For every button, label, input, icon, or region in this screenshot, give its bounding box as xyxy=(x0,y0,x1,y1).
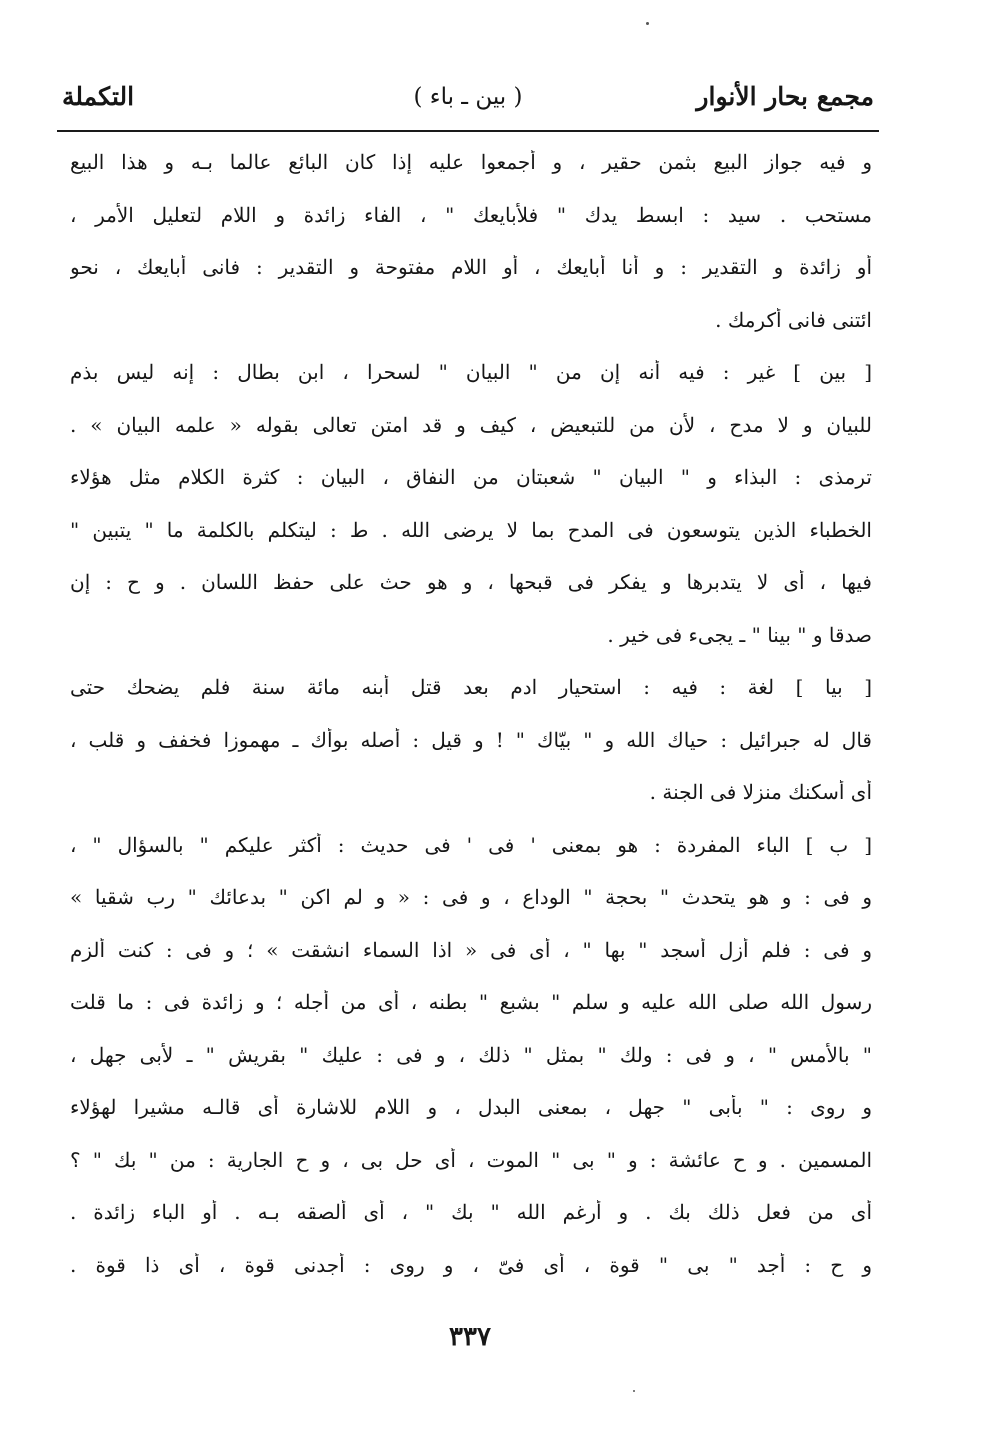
supplement-label: التكملة xyxy=(62,82,135,111)
text-line: " بالأمس " ، و فى : ولك " بمثل " ذلك ، و فى : عليك " بقريش " ـ لأبى جهل ، xyxy=(70,1042,872,1067)
scan-speck xyxy=(646,22,649,25)
entry-line: [ بين ] غير : فيه أنه إن من " البيان " لسحرا ، ابن بطال : إنه ليس بذم xyxy=(70,360,872,384)
header-rule xyxy=(57,130,879,132)
text-line: المسمين . و ح عائشة : و " بى " الموت ، أى حل بى ، و ح الجارية : من " بك " ؟ xyxy=(70,1147,872,1172)
text-line: و ح : أجد " بى " قوة ، أى فىّ ، و روى : أجدنى قوة ، أى ذا قوة . xyxy=(70,1252,872,1277)
text-line: رسول الله صلى الله عليه و سلم " بشبع " بطنه ، أى من أجله ؛ و زائدة فى : ما قلت xyxy=(70,990,872,1014)
text-line: و فى : و هو يتحدث " بحجة " الوداع ، و فى : « و لم اكن " بدعائك " رب شقيا » xyxy=(70,885,872,909)
text-line: مستحب . سيد : ابسط يدك " فلأبايعك " ، الفاء زائدة و اللام لتعليل الأمر ، xyxy=(70,202,872,227)
text-line: و روى : " بأبى " جهل ، بمعنى البدل ، و اللام للاشارة أى قالـه مشيرا لهؤلاء xyxy=(70,1095,872,1119)
scan-speck xyxy=(633,1390,635,1392)
text-line: صدقا و " بينا " ـ يجىء فى خير . xyxy=(607,622,872,647)
text-line: أو زائدة و التقدير : و أنا أبايعك ، أو اللام مفتوحة و التقدير : فانى أبايعك ، نحو xyxy=(70,255,872,279)
entry-line: [ ب ] الباء المفردة : هو بمعنى ' فى ' فى حديث : أكثر عليكم " بالسؤال " ، xyxy=(70,832,872,857)
text-line: و فيه جواز البيع بثمن حقير ، و أجمعوا عليه إذا كان البائع عالما بـه و هذا البيع xyxy=(70,150,872,174)
page-number: ٣٣٧ xyxy=(449,1322,491,1352)
text-line: للبيان و لا مدح ، لأن من للتبعيض ، كيف و قد امتن تعالى بقوله « علمه البيان » . xyxy=(70,412,872,437)
text-line: أى من فعل ذلك بك . و أرغم الله " بك " ، أى ألصقه بـه . أو الباء زائدة . xyxy=(70,1200,872,1224)
entry-line: [ بيا ] لغة : فيه : استحيار ادم بعد قتل أبنه مائة سنة فلم يضحك حتى xyxy=(70,675,872,699)
text-line: الخطباء الذين يتوسعون فى المدح بما لا يرضى الله . ط : ليتكلم بالكلمة ما " يتبين " xyxy=(70,517,872,542)
section-heading: ( بين ـ باء ) xyxy=(413,84,523,110)
running-header xyxy=(62,80,874,122)
text-line: قال له جبرائيل : حياك الله و " بيّاك " ! و قيل : أصله بوأك ـ مهموزا فخفف و قلب ، xyxy=(70,727,872,752)
text-line: و فى : فلم أزل أسجد " بها " ، أى فى « اذا السماء انشقت » ؛ و فى : كنت ألزم xyxy=(70,937,872,962)
text-line: أى أسكنك منزلا فى الجنة . xyxy=(649,780,872,804)
text-line: فيها ، أى لا يتدبرها و يفكر فى قبحها ، و هو حث على حفظ اللسان . و ح : إن xyxy=(70,570,872,594)
body-text xyxy=(70,150,872,1305)
text-line: ترمذى : البذاء و " البيان " شعبتان من النفاق ، البيان : كثرة الكلام مثل هؤلاء xyxy=(70,465,872,489)
text-line: ائتنى فانى أكرمك . xyxy=(715,307,872,332)
book-title: مجمع بحار الأنوار xyxy=(696,82,874,111)
